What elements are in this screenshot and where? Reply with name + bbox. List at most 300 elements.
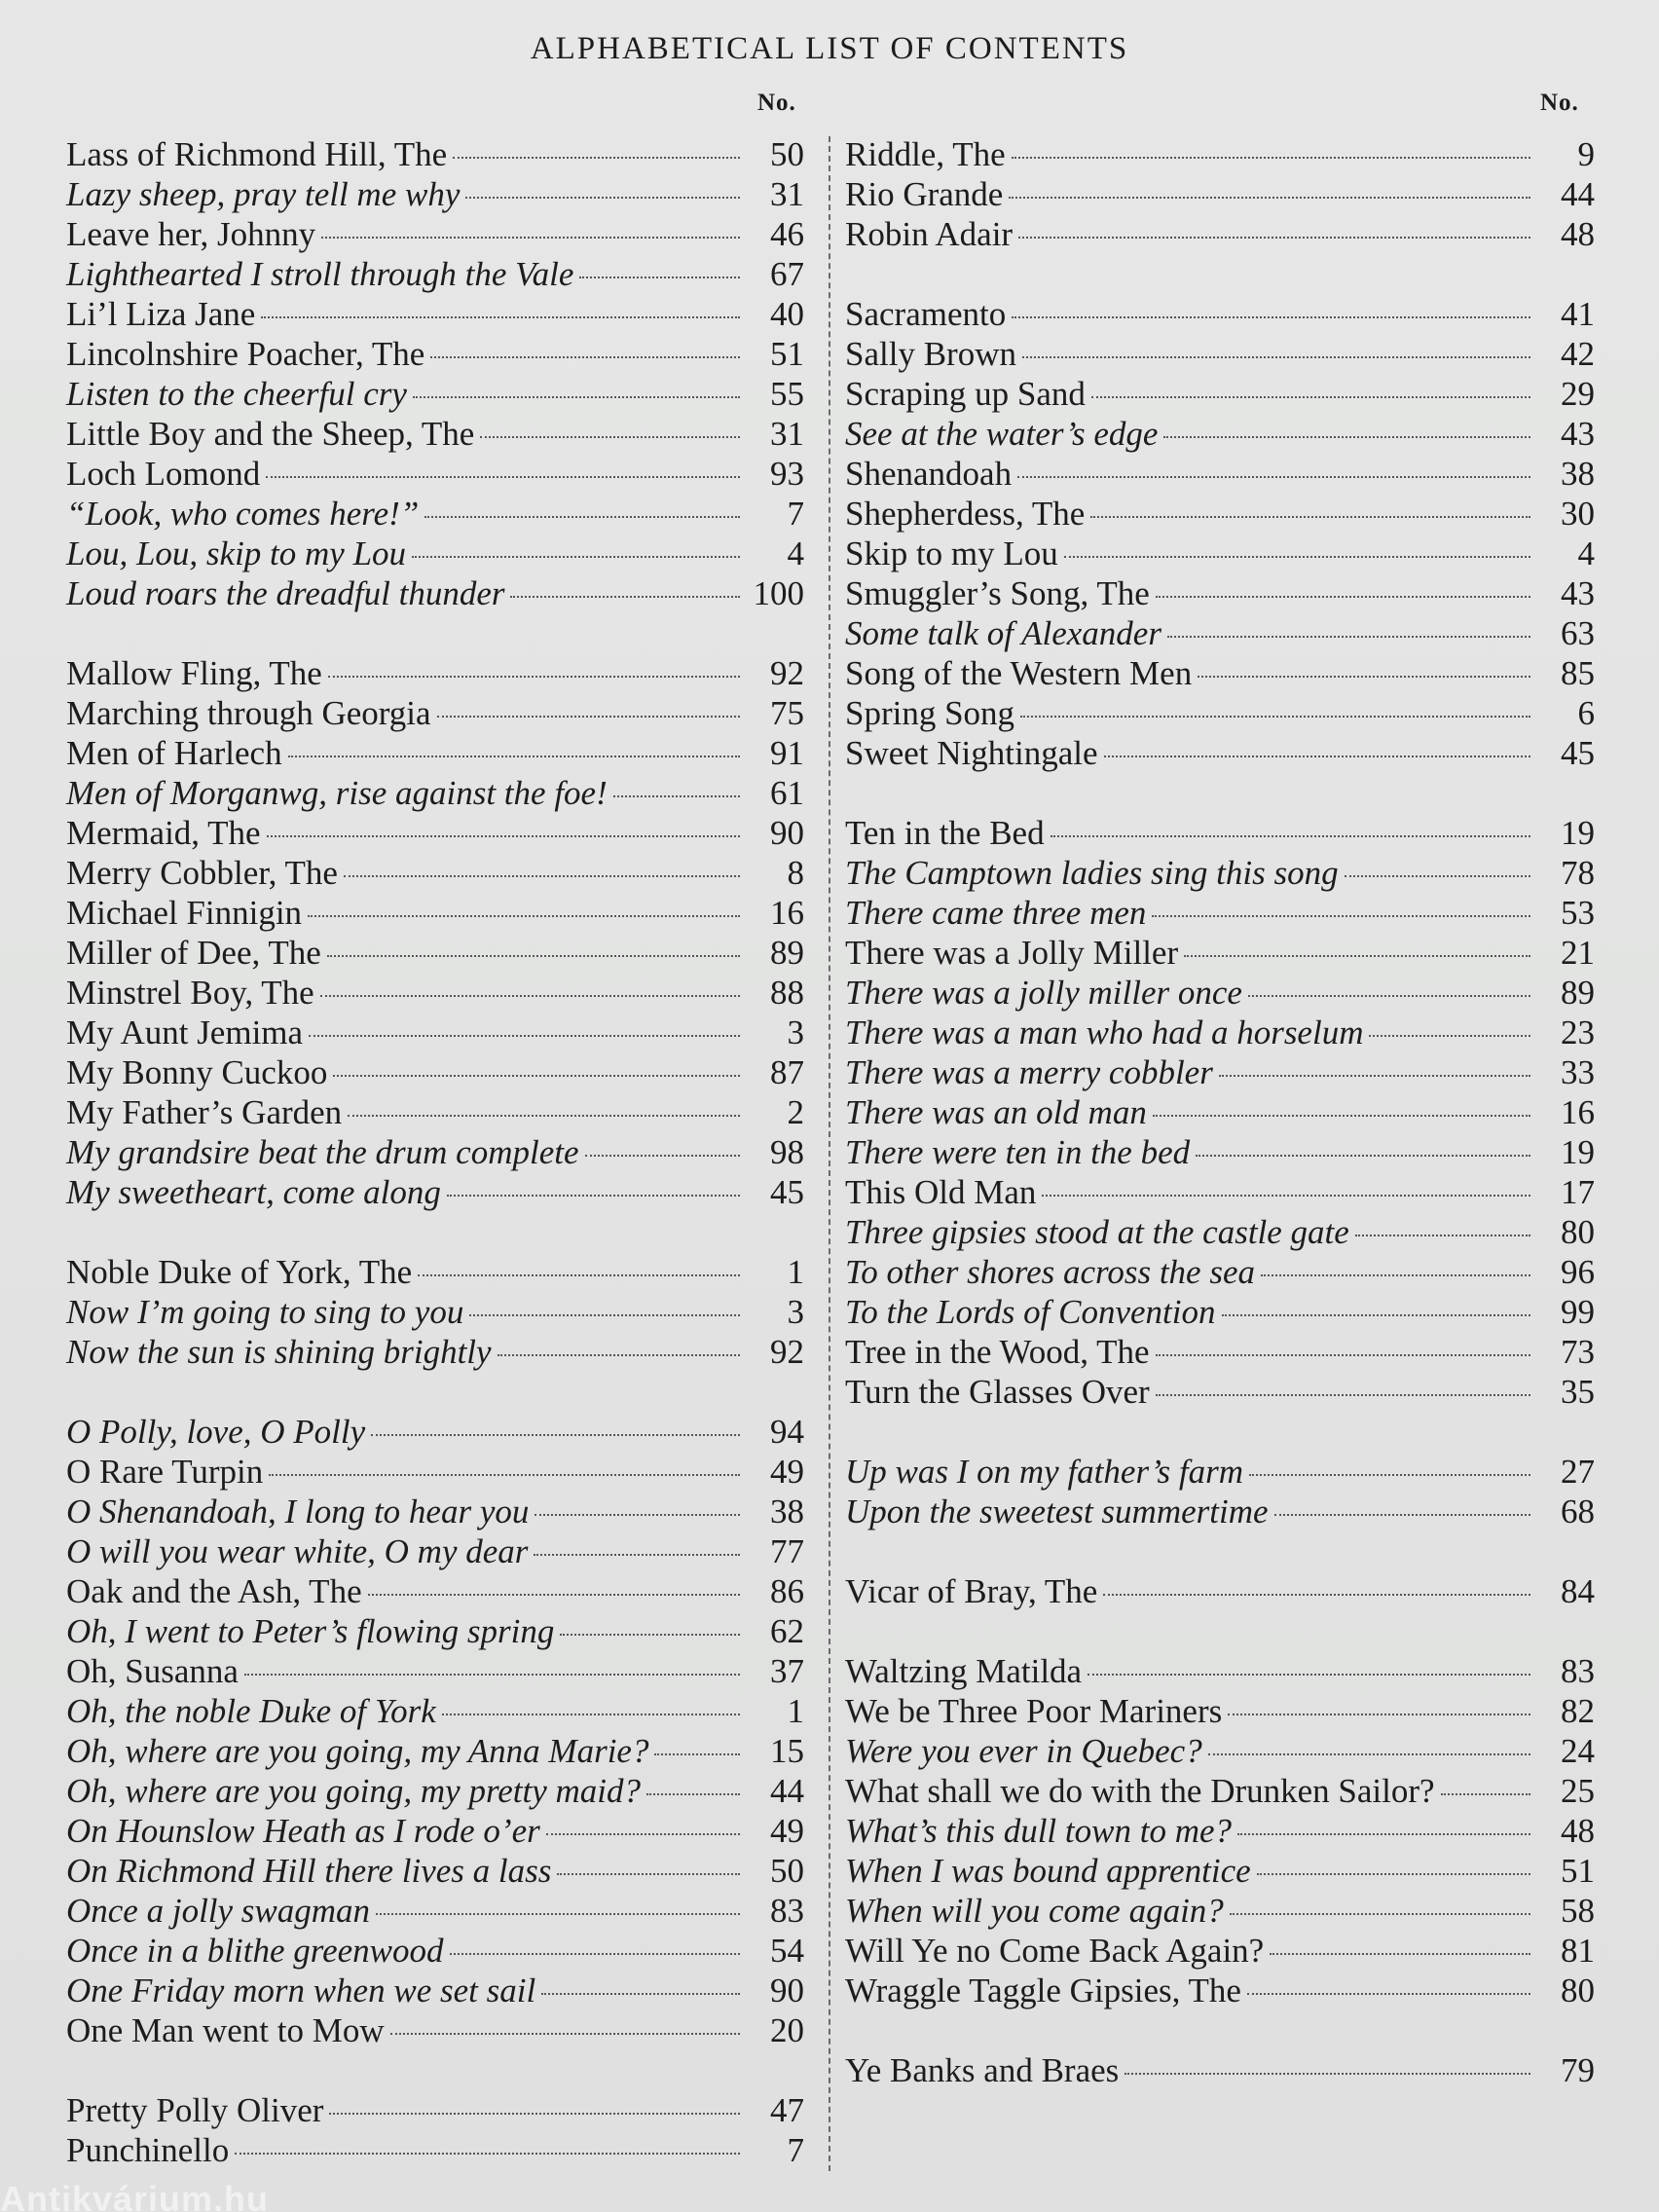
dot-leader (541, 1993, 740, 1995)
contents-entry (845, 813, 1595, 853)
dot-leader (1012, 157, 1530, 159)
entry-number: 63 (1561, 614, 1595, 652)
entry-title: Upon the sweetest summertime (845, 1493, 1269, 1530)
contents-entry (845, 1691, 1595, 1731)
entry-title: Ten in the Bed (845, 814, 1045, 852)
entry-title: There was an old man (845, 1093, 1147, 1131)
contents-entry (66, 1492, 804, 1531)
entry-title: There was a Jolly Miller (845, 934, 1179, 972)
entry-title: There was a jolly miller once (845, 974, 1242, 1012)
dot-leader (437, 716, 740, 718)
entry-number: 44 (1561, 175, 1595, 213)
entry-title: O Shenandoah, I long to hear you (66, 1493, 530, 1530)
dot-leader (1261, 1274, 1530, 1276)
dot-leader (308, 915, 740, 917)
entry-number: 84 (1561, 1572, 1595, 1610)
entry-number: 30 (1561, 495, 1595, 533)
contents-entry (845, 1492, 1595, 1531)
entry-title: Mallow Fling, The (66, 654, 322, 692)
entry-title: Will Ye no Come Back Again? (845, 1932, 1265, 1970)
contents-entry (845, 214, 1595, 254)
column-divider (829, 136, 830, 2171)
entry-number: 75 (770, 694, 804, 732)
entry-title: Shenandoah (845, 455, 1013, 493)
dot-leader (1228, 1714, 1530, 1715)
entry-number: 29 (1561, 375, 1595, 413)
entry-title: Some talk of Alexander (845, 614, 1161, 652)
entry-title: Scraping up Sand (845, 375, 1086, 413)
entry-title: Merry Cobbler, The (66, 854, 338, 892)
entry-number: 92 (770, 1333, 804, 1371)
entry-title: Sweet Nightingale (845, 734, 1098, 772)
contents-entry (66, 1531, 804, 1571)
entry-number: 48 (1561, 1812, 1595, 1850)
letter-group (845, 1452, 1595, 1531)
entry-title: Oh, Susanna (66, 1652, 239, 1690)
contents-entry (66, 294, 804, 334)
entry-title: Riddle, The (845, 135, 1006, 173)
contents-entry (66, 1731, 804, 1771)
entry-number: 8 (787, 854, 804, 892)
entry-title: There was a merry cobbler (845, 1053, 1213, 1091)
dot-leader (1247, 1993, 1530, 1995)
entry-number: 94 (770, 1413, 804, 1451)
entry-number: 98 (770, 1133, 804, 1171)
entry-title: Robin Adair (845, 215, 1014, 253)
dot-leader (1090, 516, 1530, 518)
entry-title: O Rare Turpin (66, 1453, 264, 1491)
entry-number: 41 (1561, 295, 1595, 333)
entry-number: 83 (770, 1892, 804, 1930)
dot-leader (1355, 1235, 1530, 1236)
dot-leader (1156, 596, 1530, 598)
dot-leader (329, 2113, 740, 2115)
dot-leader (1018, 237, 1530, 239)
dot-leader (613, 795, 740, 797)
contents-entry (66, 1571, 804, 1611)
entry-number: 9 (1577, 135, 1595, 173)
contents-entry (66, 1452, 804, 1492)
entry-title: There was a man who had a horselum (845, 1014, 1364, 1051)
entry-number: 19 (1561, 814, 1595, 852)
entry-title: My sweetheart, come along (66, 1173, 441, 1211)
dot-leader (1369, 1035, 1530, 1037)
entry-title: On Richmond Hill there lives a lass (66, 1852, 552, 1890)
entry-title: Spring Song (845, 694, 1015, 732)
dot-leader (654, 1753, 740, 1755)
entry-title: Men of Morganwg, rise against the foe! (66, 774, 608, 812)
contents-entry (845, 733, 1595, 773)
contents-entry (66, 1891, 804, 1931)
contents-entry (66, 414, 804, 454)
entry-title: Lou, Lou, skip to my Lou (66, 535, 407, 572)
contents-entry (845, 334, 1595, 374)
entry-title: See at the water’s edge (845, 415, 1159, 453)
entry-title: Pretty Polly Oliver (66, 2091, 324, 2129)
entry-number: 35 (1561, 1373, 1595, 1411)
dot-leader (344, 875, 740, 877)
contents-column-right (845, 134, 1595, 2130)
entry-number: 49 (770, 1812, 804, 1850)
dot-leader (269, 1474, 740, 1476)
entry-number: 4 (787, 535, 804, 572)
dot-leader (1219, 1075, 1530, 1077)
dot-leader (235, 2153, 740, 2155)
entry-title: Were you ever in Quebec? (845, 1732, 1202, 1770)
contents-entry (845, 1292, 1595, 1332)
entry-title: Miller of Dee, The (66, 934, 321, 972)
entry-number: 45 (770, 1173, 804, 1211)
entry-title: Loud roars the dreadful thunder (66, 574, 505, 612)
dot-leader (1012, 316, 1530, 318)
entry-number: 96 (1561, 1253, 1595, 1291)
entry-title: Oh, where are you going, my pretty maid? (66, 1772, 642, 1810)
contents-entry (845, 1931, 1595, 1971)
letter-group (845, 294, 1595, 773)
contents-entry (66, 853, 804, 893)
entry-number: 38 (770, 1493, 804, 1530)
dot-leader (261, 316, 740, 318)
contents-entry (845, 134, 1595, 174)
dot-leader (1022, 356, 1530, 358)
contents-entry (66, 1611, 804, 1651)
entry-number: 17 (1561, 1173, 1595, 1211)
entry-title: This Old Man (845, 1173, 1037, 1211)
dot-leader (1270, 1953, 1530, 1955)
entry-number: 45 (1561, 734, 1595, 772)
dot-leader (450, 1953, 740, 1955)
entry-title: Ye Banks and Braes (845, 2051, 1120, 2089)
dot-leader (442, 1714, 740, 1715)
contents-entry (66, 1931, 804, 1971)
dot-leader (1009, 197, 1530, 199)
contents-entry (66, 1172, 804, 1212)
contents-entry (845, 174, 1595, 214)
entry-number: 7 (787, 2131, 804, 2169)
entry-title: The Camptown ladies sing this song (845, 854, 1339, 892)
dot-leader (1184, 955, 1530, 957)
entry-title: Michael Finnigin (66, 894, 303, 932)
dot-leader (1249, 1474, 1530, 1476)
entry-number: 79 (1561, 2051, 1595, 2089)
entry-number: 43 (1561, 574, 1595, 612)
contents-entry (845, 1851, 1595, 1891)
dot-leader (1156, 1394, 1530, 1396)
dot-leader (424, 516, 740, 518)
entry-title: Now I’m going to sing to you (66, 1293, 464, 1331)
entry-title: There were ten in the bed (845, 1133, 1191, 1171)
entry-number: 81 (1561, 1932, 1595, 1970)
dot-leader (1152, 915, 1530, 917)
contents-entry (66, 1971, 804, 2010)
dot-leader (1274, 1514, 1530, 1516)
dot-leader (266, 476, 740, 478)
letter-group (66, 2090, 804, 2170)
entry-title: Shepherdess, The (845, 495, 1086, 533)
letter-group (66, 1412, 804, 2050)
contents-entry (66, 893, 804, 933)
entry-number: 87 (770, 1053, 804, 1091)
dot-leader (368, 1594, 740, 1596)
entry-title: Punchinello (66, 2131, 230, 2169)
entry-number: 91 (770, 734, 804, 772)
entry-number: 85 (1561, 654, 1595, 692)
entry-number: 58 (1561, 1892, 1595, 1930)
entry-number: 48 (1561, 215, 1595, 253)
entry-title: One Man went to Mow (66, 2011, 385, 2049)
contents-entry (845, 494, 1595, 534)
entry-title: My Bonny Cuckoo (66, 1053, 328, 1091)
entry-title: My Father’s Garden (66, 1093, 343, 1131)
entry-number: 21 (1561, 934, 1595, 972)
dot-leader (418, 1274, 740, 1276)
entry-title: O will you wear white, O my dear (66, 1532, 529, 1570)
entry-number: 77 (770, 1532, 804, 1570)
entry-title: When I was bound apprentice (845, 1852, 1251, 1890)
entry-number: 83 (1561, 1652, 1595, 1690)
letter-group (66, 134, 804, 613)
contents-entry (66, 1092, 804, 1132)
contents-entry (845, 1731, 1595, 1771)
entry-title: Marching through Georgia (66, 694, 431, 732)
dot-leader (510, 596, 740, 598)
dot-leader (535, 1514, 740, 1516)
dot-leader (1020, 716, 1530, 718)
dot-leader (309, 1035, 740, 1037)
contents-entry (66, 1691, 804, 1731)
dot-leader (585, 1155, 740, 1157)
dot-leader (1196, 1155, 1530, 1157)
entry-number: 33 (1561, 1053, 1595, 1091)
entry-number: 46 (770, 215, 804, 253)
dot-leader (348, 1115, 740, 1117)
dot-leader (413, 396, 740, 398)
entry-number: 86 (770, 1572, 804, 1610)
contents-entry (66, 2130, 804, 2170)
entry-number: 80 (1561, 1972, 1595, 2009)
entry-number: 16 (770, 894, 804, 932)
entry-number: 49 (770, 1453, 804, 1491)
dot-leader (1198, 676, 1530, 678)
entry-title: Once a jolly swagman (66, 1892, 371, 1930)
entry-number: 31 (770, 415, 804, 453)
entry-number: 93 (770, 455, 804, 493)
dot-leader (1441, 1793, 1530, 1795)
contents-entry (845, 2050, 1595, 2090)
dot-leader (1248, 995, 1530, 997)
number-header-left: No. (757, 90, 796, 116)
contents-entry (845, 374, 1595, 414)
entry-number: 51 (770, 335, 804, 373)
entry-title: My Aunt Jemima (66, 1014, 304, 1051)
entry-number: 88 (770, 974, 804, 1012)
entry-title: Tree in the Wood, The (845, 1333, 1150, 1371)
entry-title: Smuggler’s Song, The (845, 574, 1150, 612)
entry-number: 89 (770, 934, 804, 972)
entry-number: 62 (770, 1612, 804, 1650)
letter-group (845, 2050, 1595, 2090)
contents-entry (66, 1252, 804, 1292)
dot-leader (1167, 636, 1530, 638)
entry-number: 16 (1561, 1093, 1595, 1131)
entry-title: Sacramento (845, 295, 1007, 333)
contents-entry (845, 1013, 1595, 1052)
contents-entry (845, 414, 1595, 454)
entry-title: Oak and the Ash, The (66, 1572, 362, 1610)
dot-leader (390, 2033, 740, 2035)
dot-leader (1091, 396, 1530, 398)
dot-leader (320, 995, 740, 997)
contents-entry (845, 454, 1595, 494)
dot-leader (1051, 835, 1530, 837)
contents-entry (845, 1332, 1595, 1372)
contents-entry (845, 1971, 1595, 2010)
contents-entry (66, 534, 804, 573)
contents-entry (845, 1452, 1595, 1492)
dot-leader (412, 556, 740, 558)
entry-number: 27 (1561, 1453, 1595, 1491)
entry-number: 90 (770, 814, 804, 852)
entry-number: 4 (1577, 535, 1595, 572)
contents-entry (66, 933, 804, 973)
contents-entry (845, 534, 1595, 573)
entry-number: 37 (770, 1652, 804, 1690)
dot-leader (469, 1314, 740, 1316)
contents-entry (845, 1212, 1595, 1252)
contents-entry (845, 933, 1595, 973)
entry-title: There came three men (845, 894, 1147, 932)
contents-entry (845, 1052, 1595, 1092)
entry-title: What’s this dull town to me? (845, 1812, 1233, 1850)
contents-entry (66, 733, 804, 773)
entry-title: Now the sun is shining brightly (66, 1333, 492, 1371)
contents-entry (66, 374, 804, 414)
contents-entry (845, 693, 1595, 733)
dot-leader (1042, 1195, 1530, 1197)
entry-number: 61 (770, 774, 804, 812)
entry-title: Lighthearted I stroll through the Vale (66, 255, 574, 293)
letter-group (66, 653, 804, 1212)
entry-number: 15 (770, 1732, 804, 1770)
contents-entry (66, 653, 804, 693)
contents-entry (66, 2090, 804, 2130)
entry-title: Rio Grande (845, 175, 1004, 213)
entry-title: Waltzing Matilda (845, 1652, 1083, 1690)
entry-title: One Friday morn when we set sail (66, 1972, 536, 2009)
dot-leader (560, 1634, 740, 1636)
entry-title: What shall we do with the Drunken Sailor? (845, 1772, 1435, 1810)
contents-entry (66, 1811, 804, 1851)
letter-group (66, 1252, 804, 1372)
dot-leader (534, 1554, 740, 1556)
contents-entry (845, 1651, 1595, 1691)
contents-entry (66, 1292, 804, 1332)
entry-title: Sally Brown (845, 335, 1016, 373)
dot-leader (1163, 436, 1530, 438)
contents-entry (66, 134, 804, 174)
entry-title: Oh, the noble Duke of York (66, 1692, 436, 1730)
dot-leader (430, 356, 740, 358)
dot-leader (327, 955, 740, 957)
letter-group (845, 1651, 1595, 2010)
contents-column-left (66, 134, 804, 2210)
entry-title: Wraggle Taggle Gipsies, The (845, 1972, 1241, 2009)
entry-title: Turn the Glasses Over (845, 1373, 1150, 1411)
entry-number: 31 (770, 175, 804, 213)
contents-entry (66, 1851, 804, 1891)
entry-number: 43 (1561, 415, 1595, 453)
contents-entry (845, 294, 1595, 334)
entry-number: 80 (1561, 1213, 1595, 1251)
entry-number: 1 (787, 1692, 804, 1730)
dot-leader (328, 676, 740, 678)
entry-title: To the Lords of Convention (845, 1293, 1216, 1331)
dot-leader (1104, 756, 1530, 757)
dot-leader (1208, 1753, 1530, 1755)
dot-leader (288, 756, 740, 757)
contents-entry (845, 573, 1595, 613)
entry-number: 53 (1561, 894, 1595, 932)
dot-leader (546, 1833, 740, 1835)
entry-number: 100 (753, 574, 804, 612)
contents-entry (845, 853, 1595, 893)
entry-number: 25 (1561, 1772, 1595, 1810)
entry-title: Listen to the cheerful cry (66, 375, 407, 413)
entry-number: 55 (770, 375, 804, 413)
entry-number: 42 (1561, 335, 1595, 373)
contents-entry (845, 1132, 1595, 1172)
entry-number: 73 (1561, 1333, 1595, 1371)
dot-leader (244, 1674, 740, 1676)
dot-leader (371, 1434, 740, 1436)
contents-entry (845, 973, 1595, 1013)
contents-entry (66, 1052, 804, 1092)
entry-number: 23 (1561, 1014, 1595, 1051)
entry-title: Song of the Western Men (845, 654, 1193, 692)
entry-title: Noble Duke of York, The (66, 1253, 413, 1291)
entry-title: Vicar of Bray, The (845, 1572, 1098, 1610)
contents-entry (66, 773, 804, 813)
dot-leader (267, 835, 740, 837)
dot-leader (1124, 2073, 1530, 2075)
entry-title: We be Three Poor Mariners (845, 1692, 1223, 1730)
entry-title: Lazy sheep, pray tell me why (66, 175, 461, 213)
contents-entry (66, 693, 804, 733)
entry-number: 68 (1561, 1493, 1595, 1530)
entry-number: 82 (1561, 1692, 1595, 1730)
contents-entry (845, 1891, 1595, 1931)
entry-number: 47 (770, 2091, 804, 2129)
entry-number: 2 (787, 1093, 804, 1131)
dot-leader (1345, 875, 1530, 877)
contents-entry (66, 254, 804, 294)
number-header-right: No. (1540, 90, 1579, 116)
dot-leader (1103, 1594, 1530, 1596)
contents-entry (66, 174, 804, 214)
dot-leader (1237, 1833, 1530, 1835)
dot-leader (333, 1075, 740, 1077)
dot-leader (1156, 1354, 1531, 1356)
contents-entry (66, 2010, 804, 2050)
entry-number: 90 (770, 1972, 804, 2009)
entry-number: 89 (1561, 974, 1595, 1012)
entry-title: Li’l Liza Jane (66, 295, 256, 333)
entry-number: 7 (787, 495, 804, 533)
contents-entry (66, 1013, 804, 1052)
contents-entry (66, 1412, 804, 1452)
entry-title: Oh, where are you going, my Anna Marie? (66, 1732, 649, 1770)
letter-group (845, 1571, 1595, 1611)
